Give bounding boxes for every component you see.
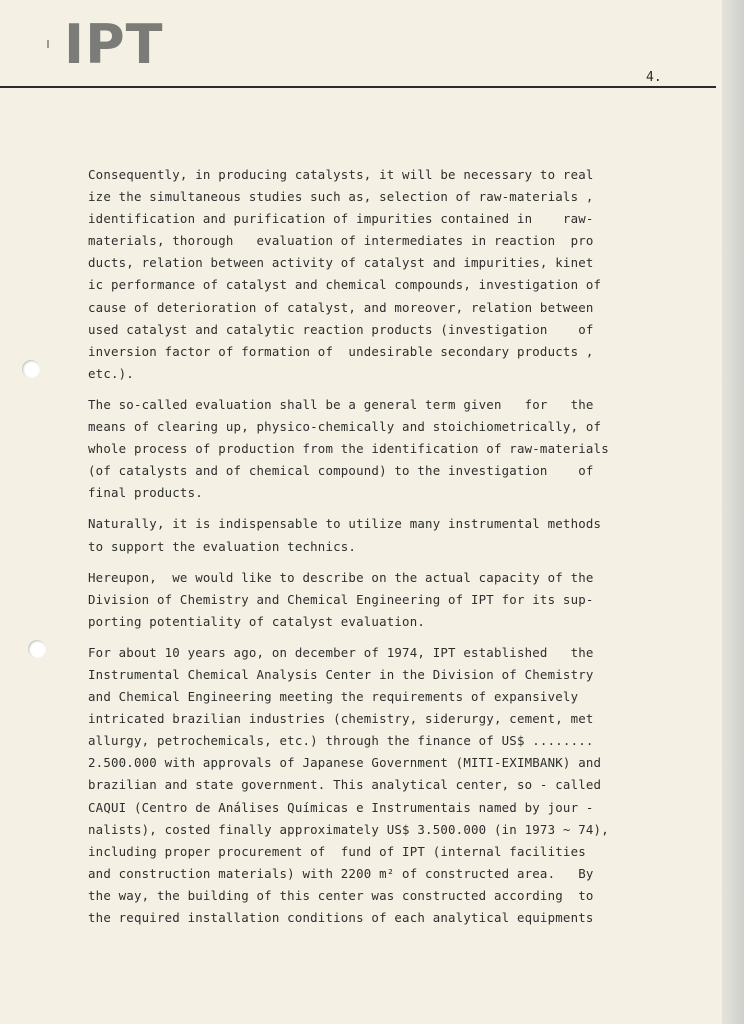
punch-hole bbox=[22, 360, 40, 378]
text-line: ize the simultaneous studies such as, selection of raw-materials , bbox=[88, 189, 594, 205]
logo-mark bbox=[47, 40, 49, 48]
paragraph bbox=[88, 513, 668, 557]
text-line: ic performance of catalyst and chemical compounds, investigation of bbox=[88, 277, 602, 293]
text-line: the way, the building of this center was constructed according to bbox=[88, 887, 594, 903]
text-line: Division of Chemistry and Chemical Engineering of IPT for its sup- bbox=[88, 591, 594, 607]
paragraph bbox=[88, 394, 668, 504]
text-line: materials, thorough evaluation of intermediates in reaction pro bbox=[88, 233, 594, 249]
text-line: Naturally, it is indispensable to utilize many instrumental methods bbox=[88, 516, 602, 532]
text-line: (of catalysts and of chemical compound) to the investigation of bbox=[88, 463, 594, 479]
text-line: etc.). bbox=[88, 365, 134, 381]
text-line: Consequently, in producing catalysts, it will be necessary to real bbox=[88, 167, 594, 182]
text-line: The so-called evaluation shall be a general term given for the bbox=[88, 396, 594, 412]
punch-hole bbox=[28, 640, 46, 658]
text-line: For about 10 years ago, on december of 1974, IPT established the bbox=[88, 644, 594, 660]
page-number: 4. bbox=[646, 70, 662, 85]
text-line: CAQUI (Centro de Análises Químicas e Instrumentais named by jour - bbox=[88, 799, 594, 815]
paragraph bbox=[88, 567, 668, 633]
document-body bbox=[88, 164, 668, 938]
ipt-logo: IPT bbox=[64, 13, 164, 76]
text-line: inversion factor of formation of undesirable secondary products , bbox=[88, 343, 594, 359]
text-line: cause of deterioration of catalyst, and moreover, relation between bbox=[88, 299, 594, 315]
text-line: used catalyst and catalytic reaction products (investigation of bbox=[88, 321, 594, 337]
text-line: and construction materials) with 2200 m² of constructed area. By bbox=[88, 865, 594, 881]
paragraph bbox=[88, 642, 668, 929]
text-line: nalists), costed finally approximately US$ 3.500.000 (in 1973 ~ 74), bbox=[88, 821, 609, 837]
header-rule bbox=[0, 86, 716, 88]
text-line: brazilian and state government. This analytical center, so - called bbox=[88, 777, 602, 793]
text-line: 2.500.000 with approvals of Japanese Government (MITI-EXIMBANK) and bbox=[88, 755, 602, 771]
text-line: to support the evaluation technics. bbox=[88, 538, 357, 554]
text-line: Instrumental Chemical Analysis Center in the Division of Chemistry bbox=[88, 666, 594, 682]
text-line: intricated brazilian industries (chemistry, siderurgy, cement, met bbox=[88, 711, 594, 727]
text-line: whole process of production from the identification of raw-materials bbox=[88, 441, 609, 457]
paragraph bbox=[88, 164, 668, 385]
text-line: the required installation conditions of each analytical equipments bbox=[88, 910, 594, 925]
text-line: and Chemical Engineering meeting the requirements of expansively bbox=[88, 689, 579, 705]
text-line: means of clearing up, physico-chemically and stoichiometrically, of bbox=[88, 419, 602, 435]
text-line: ducts, relation between activity of catalyst and impurities, kinet bbox=[88, 255, 594, 271]
text-line: final products. bbox=[88, 485, 203, 501]
text-line: Hereupon, we would like to describe on the actual capacity of the bbox=[88, 569, 594, 585]
text-line: identification and purification of impurities contained in raw- bbox=[88, 211, 594, 227]
text-line: porting potentiality of catalyst evaluation. bbox=[88, 613, 426, 629]
page-edge bbox=[722, 0, 744, 1024]
text-line: including proper procurement of fund of IPT (internal facilities bbox=[88, 843, 586, 859]
text-line: allurgy, petrochemicals, etc.) through the finance of US$ ........ bbox=[88, 733, 594, 749]
